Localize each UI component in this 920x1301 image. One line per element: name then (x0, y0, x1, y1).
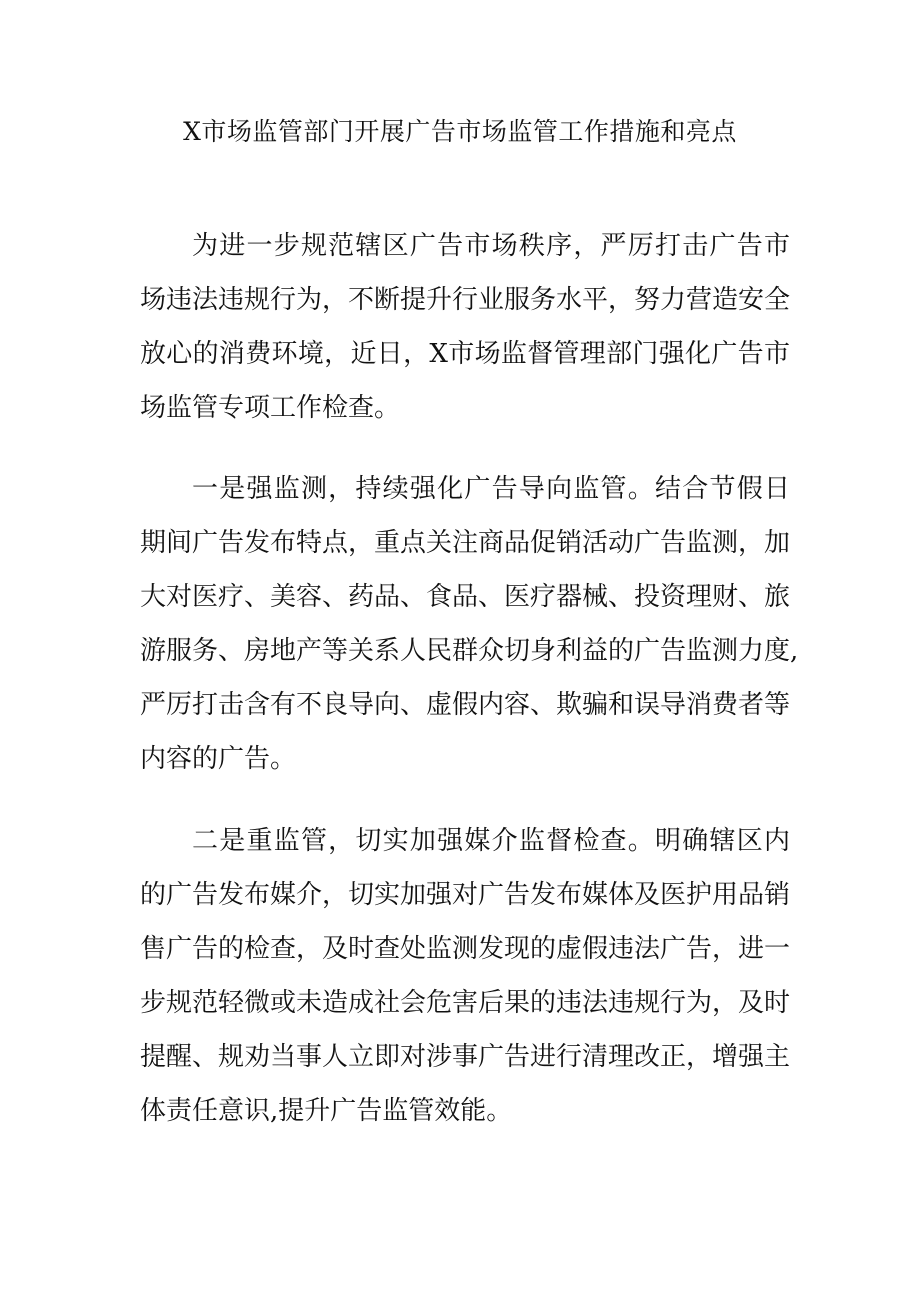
paragraph-line: 游服务、房地产等关系人民群众切身利益的广告监测力度, (140, 636, 799, 666)
document-title: X市场监管部门开展广告市场监管工作措施和亮点 (183, 117, 737, 146)
paragraph-monitoring (140, 462, 799, 786)
paragraph-supervision (140, 814, 790, 1138)
paragraph-line: 场监管专项工作检查。 (140, 393, 401, 423)
paragraph-line: 提醒、规劝当事人立即对涉事广告进行清理改正，增强主 (140, 1042, 791, 1072)
paragraph-line: 放心的消费环境，近日，X市场监督管理部门强化广告市 (140, 339, 790, 369)
paragraph-line: 大对医疗、美容、药品、食品、医疗器械、投资理财、旅 (140, 582, 791, 612)
paragraph-line: 场违法违规行为，不断提升行业服务水平，努力营造安全 (140, 285, 791, 315)
paragraph-line: 严厉打击含有不良导向、虚假内容、欺骗和误导消费者等 (140, 690, 791, 720)
paragraph-line: 二是重监管，切实加强媒介监督检查。明确辖区内 (192, 826, 790, 856)
paragraph-intro (140, 219, 790, 435)
paragraph-line: 期间广告发布特点，重点关注商品促销活动广告监测，加 (140, 528, 791, 558)
paragraph-line: 的广告发布媒介，切实加强对广告发布媒体及医护用品销 (140, 880, 791, 910)
paragraph-line: 体责任意识,提升广告监管效能。 (140, 1096, 513, 1126)
paragraph-line: 为进一步规范辖区广告市场秩序，严厉打击广告市 (192, 231, 790, 261)
paragraph-line: 售广告的检查，及时查处监测发现的虚假违法广告，进一 (140, 934, 791, 964)
paragraph-line: 步规范轻微或未造成社会危害后果的违法违规行为，及时 (140, 988, 791, 1018)
paragraph-line: 一是强监测，持续强化广告导向监管。结合节假日 (192, 474, 790, 504)
paragraph-line: 内容的广告。 (140, 744, 297, 774)
